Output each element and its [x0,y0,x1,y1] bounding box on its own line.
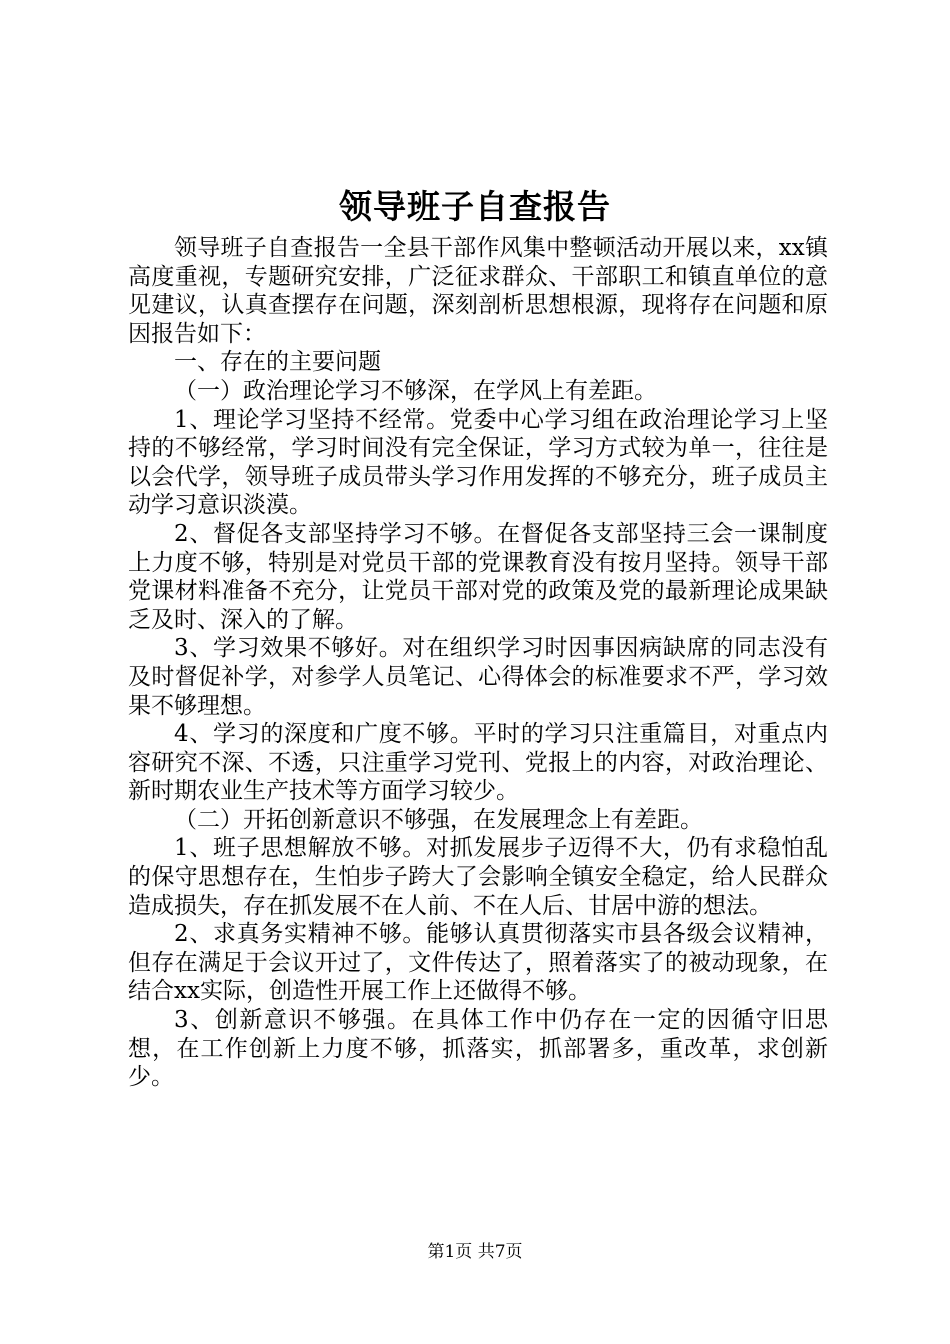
paragraph-item: 1、班子思想解放不够。对抓发展步子迈得不大，仍有求稳怕乱的保守思想存在，生怕步子跨大了会影响全镇安全稳定，给人民群众造成损失，存在抓发展不在人前、不在人后、甘居中游的想法。 [128,835,828,919]
paragraph-item: 2、督促各支部坚持学习不够。在督促各支部坚持三会一课制度上力度不够，特别是对党员干部的党课教育没有按月坚持。领导干部党课材料准备不充分，让党员干部对党的政策及党的最新理论成果缺乏及时、深入的了解。 [128,520,828,633]
heading-main-problems: 一、存在的主要问题 [174,349,381,376]
paragraph-item: 3、学习效果不够好。对在组织学习时因事因病缺席的同志没有及时督促补学，对参学人员笔记、心得体会的标准要求不严，学习效果不够理想。 [128,635,828,719]
page-footer: 第1页 共7页 [427,1242,523,1262]
paragraph-item: 4、学习的深度和广度不够。平时的学习只注重篇目，对重点内容研究不深、不透，只注重学习党刊、党报上的内容，对政治理论、新时期农业生产技术等方面学习较少。 [128,721,828,805]
subheading-theory-study: （一）政治理论学习不够深，在学风上有差距。 [174,377,657,404]
document-title: 领导班子自查报告 [339,187,611,226]
paragraph-item: 2、求真务实精神不够。能够认真贯彻落实市县各级会议精神，但存在满足于会议开过了，文件传达了，照着落实了的被动现象，在结合xx实际，创造性开展工作上还做得不够。 [128,921,828,1005]
paragraph-intro: 领导班子自查报告一全县干部作风集中整顿活动开展以来，xx镇高度重视，专题研究安排，广泛征求群众、干部职工和镇直单位的意见建议，认真查摆存在问题，深刻剖析思想根源，现将存在问题和原因报告如下： [128,235,828,347]
paragraph-item: 3、创新意识不够强。在具体工作中仍存在一定的因循守旧思想，在工作创新上力度不够，抓落实，抓部署多，重改革，求创新少。 [128,1007,828,1091]
document-body [128,234,828,1092]
paragraph-item: 1、理论学习坚持不经常。党委中心学习组在政治理论学习上坚持的不够经常，学习时间没有完全保证，学习方式较为单一，往往是以会代学，领导班子成员带头学习作用发挥的不够充分，班子成员主动学习意识淡漠。 [128,406,828,519]
subheading-innovation: （二）开拓创新意识不够强，在发展理念上有差距。 [174,806,703,833]
